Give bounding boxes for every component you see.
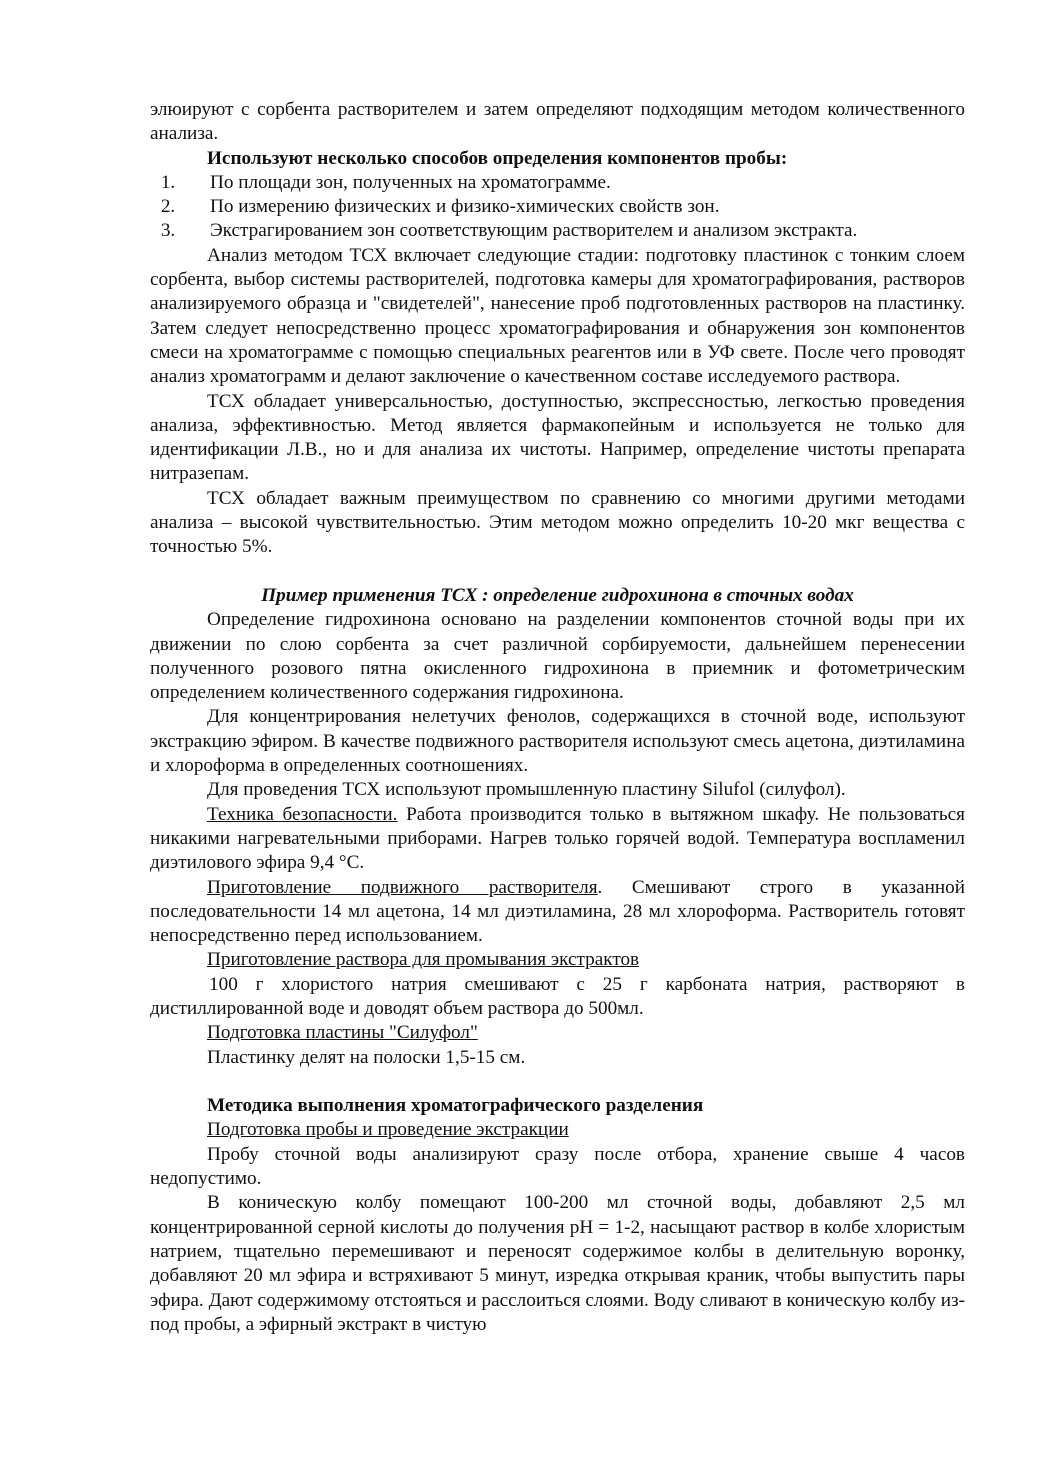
wash-paragraph: 100 г хлористого натрия смешивают с 25 г карбоната натрия, растворяют в дистиллированной воде и доводят объем раствора до 500мл.: [150, 973, 965, 1019]
methods-list-item: 2. По измерению физических и физико-химических свойств зон.: [180, 195, 965, 219]
plate-heading: [150, 1021, 965, 1045]
methods-list: [150, 171, 965, 244]
wash-heading: [150, 948, 965, 972]
methods-heading: Используют несколько способов определения компонентов пробы:: [207, 147, 788, 169]
sample-heading: [150, 1118, 965, 1142]
methods-list-item: 3. Экстрагированием зон соответствующим растворителем и анализом экстракта.: [180, 219, 965, 243]
plate-label: Подготовка пластины "Силуфол": [207, 1022, 478, 1044]
stages-paragraph: Анализ методом ТСХ включает следующие стадии: подготовку пластинок с тонким слоем сорбента, выбор системы растворителей, подготовка камеры для хроматографирования, растворов анализируемого образца и "свидетелей", нанесение проб подготовленных растворов на пластинку. Затем следует непосредственно процесс хроматографирования и обнаружения зон компонентов смеси на хроматограмме с помощью специальных реагентов или в УФ свете. После чего проводят анализ хроматограмм и делают заключение о качественном составе исследуемого раствора.: [150, 244, 965, 388]
wash-label: Приготовление раствора для промывания экстрактов: [207, 949, 640, 971]
procedure-paragraph-1: Пробу сточной воды анализируют сразу после отбора, хранение свыше 4 часов недопустимо.: [150, 1143, 965, 1190]
safety-paragraph: [150, 803, 965, 876]
solvent-label: Приготовление подвижного растворителя: [207, 876, 598, 898]
sample-label: Подготовка пробы и проведение экстракции: [207, 1119, 569, 1141]
safety-text: Работа производится только в вытяжном шкафу. Не пользоваться никакими нагревательными приборами. Нагрев только горячей водой. Температура воспламенил диэтилового эфира 9,4 °С.: [150, 803, 965, 874]
procedure-paragraph-2: В коническую колбу помещают 100-200 мл сточной воды, добавляют 2,5 мл концентрированной серной кислоты до получения рН = 1-2, насыщают раствор в колбе хлористым натрием, тщательно перемешивают и переносят содержимое колбы в делительную воронку, добавляют 20 мл эфира и встряхивают 5 минут, изредка открывая краник, чтобы выпустить пары эфира. Дают содержимому отстояться и расслоиться слоями. Воду сливают в коническую колбу из-под пробы, а эфирный экстракт в чистую: [150, 1192, 965, 1335]
example-title: Пример применения ТСХ : определение гидрохинона в сточных водах: [261, 584, 854, 606]
safety-label: Техника безопасности.: [207, 803, 398, 825]
example-paragraph-2: Для концентрирования нелетучих фенолов, содержащихся в сточной воде, используют экстракцию эфиром. В качестве подвижного растворителя используют смесь ацетона, диэтиламина и хлороформа в определенных соотношениях.: [150, 706, 965, 777]
spacer: [150, 1070, 965, 1094]
solvent-text: . Смешивают строго в указанной последовательности 14 мл ацетона, 14 мл диэтиламина, 28 мл хлороформа. Растворитель готовят непосредственно перед использованием.: [150, 876, 965, 947]
example-paragraph-1: Определение гидрохинона основано на разделении компонентов сточной воды при их движении по слою сорбента за счет различной сорбируемости, дальнейшем перенесении полученного розового пятна окисленного гидрохинона в приемник и фотометрическим определением количественного содержания гидрохинона.: [150, 609, 965, 704]
spacer: [150, 560, 965, 584]
example-paragraph-3: Для проведения ТСХ используют промышленную пластину Silufol (силуфол).: [207, 779, 846, 801]
solvent-paragraph: [150, 876, 965, 949]
plate-paragraph: Пластинку делят на полоски 1,5-15 см.: [207, 1046, 526, 1068]
intro-continuation: элюируют с сорбента растворителем и затем определяют подходящим методом количественного анализа.: [150, 99, 965, 145]
advantages-paragraph: ТСХ обладает универсальностью, доступностью, экспрессностью, легкостью проведения анализа, эффективностью. Метод является фармакопейным и используется не только для идентификации Л.В., но и для анализа их чистоты. Например, определение чистоты препарата нитразепам.: [150, 390, 965, 485]
document-page: [150, 98, 965, 1337]
procedure-title: Методика выполнения хроматографического разделения: [207, 1095, 704, 1117]
methods-list-item: 1. По площади зон, полученных на хроматограмме.: [180, 171, 965, 195]
sensitivity-paragraph: ТСХ обладает важным преимуществом по сравнению со многими другими методами анализа – высокой чувствительностью. Этим методом можно определить 10-20 мкг вещества с точностью 5%.: [150, 487, 965, 558]
